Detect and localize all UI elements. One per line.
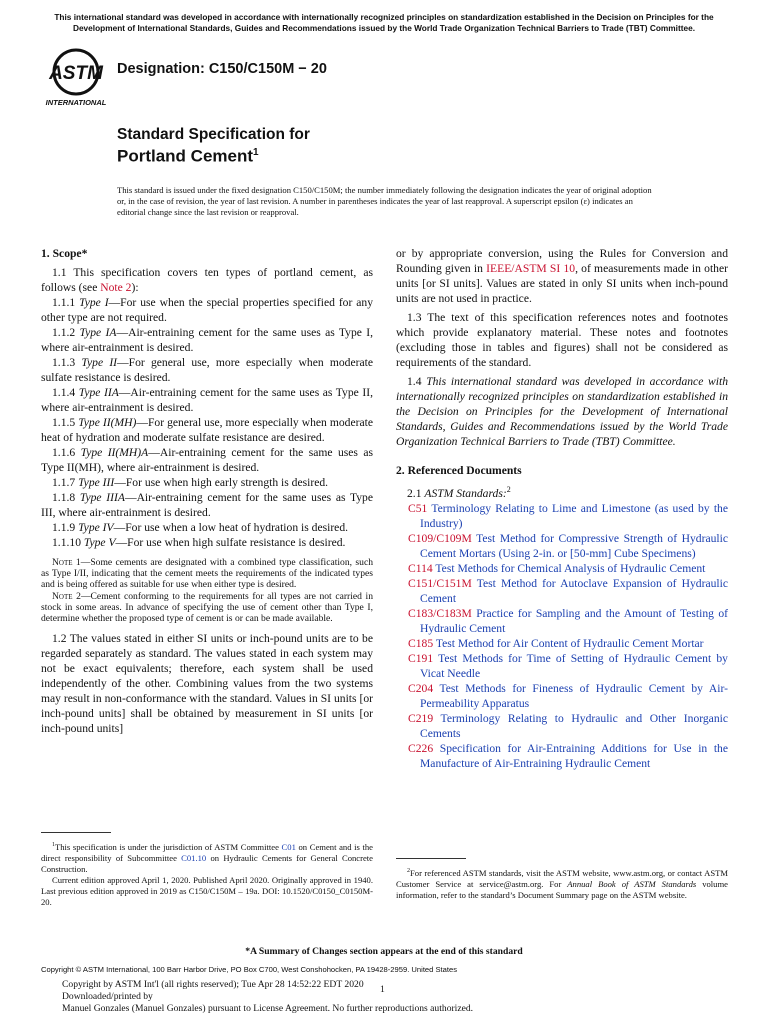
footnote-rule-right [396,858,466,859]
reference-title-link[interactable]: Specification for Air-Entraining Additions for Use in the Manufacture of Air-Entraining Hydraulic Cement [420,741,728,770]
astm-standards-label: 2.1 ASTM Standards:$^2$ [407,485,511,500]
footnote-2: $^2$For referenced ASTM standards, visit the ASTM website, www.astm.org, or contact ASTM Customer Service at service@astm.org. For Annual Book of ASTM Standards volume information, refer to the standard’s Document Summary page on the ASTM website. [396,867,728,900]
cement-type-item: 1.1.9 Type IV—For use when a low heat of hydration is desired. [52,521,349,534]
cement-type-item: 1.1.2 Type IA—Air-entraining cement for the same uses as Type I, where air-entrainment is desired. [41,326,373,354]
footnote-1: $^1$This specification is under the jurisdiction of ASTM Committee C01 on Cement and is the direct responsibility of Subcommittee C01.10 on Hydraulic Cements for General Concrete Construction. Current edition approved April 1, 2020. Published April 2020. Originally approved in 1940. Last previous edition approved in 2019 as C150/C150M – 19a. DOI: 10.1520/C0150_C0150M-20. [41,841,373,907]
reference-code-link[interactable]: C226 [408,741,434,755]
reference-item [396,741,728,771]
paragraph-1-1: 1.1 This specification covers ten types of portland cement, as follows (see Note 2): [41,266,373,294]
designation: Designation: C150/C150M − 20 [117,61,327,77]
cement-type-item: 1.1.4 Type IIA—Air-entraining cement for the same uses as Type II, where air-entrainment is desired. [41,386,373,414]
referenced-documents-list [396,501,728,771]
note-2: Note 2—Cement conforming to the requirements for all types are not carried in stock in some areas. In advance of specifying the use of cement other than Type I, determine whether the proposed type of cement is or can be made available. [41,590,373,625]
reference-title-link[interactable]: Test Methods for Chemical Analysis of Hydraulic Cement [435,561,706,575]
reference-code-link[interactable]: C191 [408,651,434,665]
reference-title-link[interactable]: Test Methods for Fineness of Hydraulic Cement by Air-Permeability Apparatus [420,681,728,710]
reference-item [396,606,728,636]
reference-title-link[interactable]: Practice for Sampling and the Amount of Testing of Hydraulic Cement [420,606,728,635]
logo-subtext: INTERNATIONAL [45,98,107,107]
reference-code-link[interactable]: C51 [408,501,428,515]
reference-item [396,501,728,531]
copyright-line: Copyright © ASTM International, 100 Barr Harbor Drive, PO Box C700, West Conshohocken, PA 19428-2959. United States [41,965,458,974]
reference-code-link[interactable]: C151/C151M [408,576,472,590]
reference-title-link[interactable]: Test Method for Compressive Strength of Hydraulic Cement Mortars (Using 2-in. or [50-mm] Cube Specimens) [420,531,728,560]
reference-title-link[interactable]: Terminology Relating to Hydraulic and Other Inorganic Cements [420,711,728,740]
reference-item [396,561,728,576]
cement-type-item: 1.1.6 Type II(MH)A—Air-entraining cement for the same uses as Type II(MH), where air-entrainment is desired. [41,446,373,474]
reference-code-link[interactable]: C204 [408,681,434,695]
reference-item [396,576,728,606]
title-footnote-mark: 1 [253,147,259,158]
footnote-rule-left [41,832,111,833]
note-1: Note 1—Some cements are designated with a combined type classification, such as Type I/II, indicating that the cement meets the requirements of the indicated types and is being offered as suitable for use when either type is desired. [41,557,374,591]
reference-title-link[interactable]: Test Methods for Time of Setting of Hydraulic Cement by Vicat Needle [420,651,728,680]
section-2-heading: 2. Referenced Documents [396,464,522,477]
reference-code-link[interactable]: C114 [408,561,433,575]
reference-title-link[interactable]: Test Method for Air Content of Hydraulic Cement Mortar [435,636,704,650]
footnote-1-edition: Current edition approved April 1, 2020. Published April 2020. Originally approved in 1940. Last previous edition approved in 2019 as C150/C150M – 19a. DOI: 10.1520/C0150_C0150M-20. [41,874,373,907]
paragraph-1-2: 1.2 The values stated in either SI units or inch-pound units are to be regarded separately as standard. The values stated in each system may not be exact equivalents; therefore, each system shall be used independently of the other. Combining values from the two systems may result in non-conformance with the standard. Values in SI units [or inch-pound units] shall be obtained by measurement in SI units [or inch-pound units] [41,632,373,736]
right-column [396,246,728,771]
reference-code-link[interactable]: C183/C183M [408,606,472,620]
left-column [41,246,373,736]
reference-item [396,681,728,711]
reference-code-link[interactable]: C219 [408,711,434,725]
reference-item [396,531,728,561]
reference-title-link[interactable]: Test Method for Autoclave Expansion of Hydraulic Cement [420,576,728,605]
c01-link[interactable]: C01 [281,841,296,852]
top-notice: This international standard was developed in accordance with internationally recognized principles on standardization established in the Decision on Principles for the Development of International Standards, Guides and Recommendations issued by the World Trade Organization Technical Barriers to Trade (TBT) Committee. [54,12,714,33]
title-line-2 [117,144,310,166]
download-info: Copyright by ASTM Int'l (all rights reserved); Tue Apr 28 14:52:22 EDT 2020 Downloaded/printed by Manuel Gonzales (Manuel Gonzales) pursuant to License Agreement. No further reproductions authorized. [62,979,474,1014]
astm-logo [42,48,110,108]
cement-type-item: 1.1.10 Type V—For use when high sulfate resistance is desired. [52,536,346,549]
cement-types-list [41,295,373,550]
cement-type-item: 1.1.1 Type I—For use when the special properties specified for any other type are not required. [41,296,373,324]
paragraph-1-4: 1.4 This international standard was developed in accordance with internationally recognized principles on standardization established in the Decision on Principles for the Development of International Standards, Guides and Recommendations issued by the World Trade Organization Technical Barriers to Trade (TBT) Committee. [396,375,728,448]
section-1-heading: 1. Scope* [41,247,88,260]
page-number: 1 [380,984,385,995]
cement-type-item: 1.1.5 Type II(MH)—For general use, more especially when moderate heat of hydration and moderate sulfate resistance are desired. [41,416,373,444]
ieee-astm-si10-link[interactable]: IEEE/ASTM SI 10 [486,262,576,275]
summary-of-changes-notice: *A Summary of Changes section appears at the end of this standard [245,946,523,957]
reference-code-link[interactable]: C109/C109M [408,531,472,545]
issued-statement: This standard is issued under the fixed designation C150/C150M; the number immediately following the designation indicates the year of original adoption or, in the case of revision, the year of last revision. A number in parentheses indicates the year of last reapproval. A superscript epsilon (ε) indicates an editorial change since the last revision or reapproval. [117,185,652,218]
paragraph-1-3: 1.3 The text of this specification references notes and footnotes which provide explanatory material. These notes and footnotes (excluding those in tables and figures) shall not be considered as requirements of the standard. [396,311,728,369]
reference-item [396,711,728,741]
paragraph-1-2-continued: or by appropriate conversion, using the Rules for Conversion and Rounding given in IEEE/ASTM SI 10, of measurements made in other units [or SI units]. Values are stated in only SI units when inch-pound units are not used in practice. [396,247,728,305]
reference-title-link[interactable]: Terminology Relating to Lime and Limestone (as used by the Industry) [420,501,728,530]
cement-type-item: 1.1.3 Type II—For general use, more especially when moderate sulfate resistance is desired. [41,356,373,384]
note-2-link[interactable]: Note 2 [100,281,132,294]
document-title [117,126,310,166]
reference-item [396,636,728,651]
reference-item [396,651,728,681]
title-text: Portland Cement [117,146,254,166]
cement-type-item: 1.1.8 Type IIIA—Air-entraining cement for the same uses as Type III, where air-entrainment is desired. [41,491,374,519]
title-line-1: Standard Specification for [117,126,310,143]
reference-code-link[interactable]: C185 [408,636,434,650]
logo-text: ASTM [49,63,103,84]
cement-type-item: 1.1.7 Type III—For use when high early strength is desired. [52,476,329,489]
c01-10-link[interactable]: C01.10 [181,852,207,863]
